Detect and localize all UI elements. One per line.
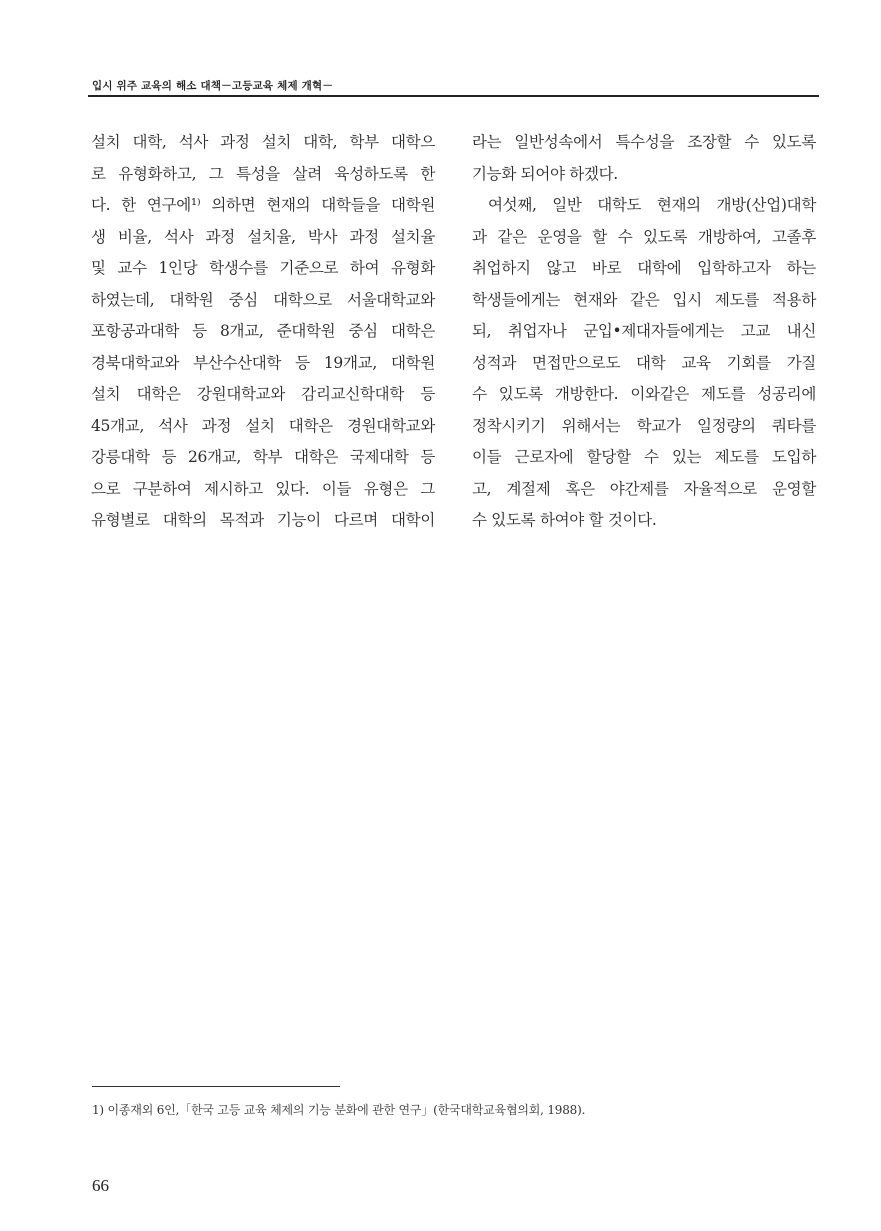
- footnote: 1) 이종재외 6인,「한국 고등 교육 체제의 기능 분화에 관한 연구」(한국대학교육협의회, 1988).: [92, 1103, 586, 1117]
- body-line: 과 같은 운영을 할 수 있도록 개방하여, 고졸후: [472, 227, 816, 246]
- body-line: 라는 일반성속에서 특수성을 조장할 수 있도록: [472, 133, 816, 151]
- body-line: 되, 취업자나 군입•제대자들에게는 고교 내신: [472, 322, 816, 340]
- page-number: 66: [92, 1176, 109, 1195]
- body-line: 취업하지 않고 바로 대학에 입학하고자 하는: [472, 259, 816, 277]
- body-line: 정착시키기 위해서는 학교가 일정량의 쿼타를: [472, 416, 816, 435]
- body-line: 로 유형화하고, 그 특성을 살려 육성하도록 한: [91, 164, 435, 183]
- footnote-rule: [92, 1086, 340, 1087]
- body-line: 고, 계절제 혹은 야간제를 자율적으로 운영할: [472, 479, 816, 498]
- body-line: 강릉대학 등 26개교, 학부 대학은 국제대학 등: [91, 448, 435, 466]
- body-line: 하였는데, 대학원 중심 대학으로 서울대학교와: [91, 290, 435, 309]
- body-line: 성적과 면접만으로도 대학 교육 기회를 가질: [472, 353, 816, 372]
- body-line: 생 비율, 석사 과정 설치율, 박사 과정 설치율: [91, 227, 435, 246]
- right-column: [472, 127, 816, 537]
- paragraph-end-line: 수 있도록 하여야 할 것이다.: [472, 511, 657, 529]
- left-column: [91, 127, 435, 537]
- body-line: 경북대학교와 부산수산대학 등 19개교, 대학원: [91, 353, 435, 372]
- body-line: 45개교, 석사 과정 설치 대학은 경원대학교와: [91, 416, 435, 435]
- body-line: 학생들에게는 현재와 같은 입시 제도를 적용하: [472, 290, 816, 309]
- running-header: 입시 위주 교육의 해소 대책－고등교육 체제 개혁－: [92, 80, 334, 92]
- body-line: 및 교수 1인당 학생수를 기준으로 하여 유형화: [91, 259, 435, 277]
- paragraph-start-line: 여섯째, 일반 대학도 현재의 개방(산업)대학: [488, 196, 816, 214]
- body-line: 다. 한 연구에¹⁾ 의하면 현재의 대학들을 대학원: [91, 196, 435, 214]
- body-line: 유형별로 대학의 목적과 기능이 다르며 대학이: [91, 511, 435, 529]
- body-line: 포항공과대학 등 8개교, 준대학원 중심 대학은: [91, 322, 435, 340]
- body-line: 설치 대학은 강원대학교와 감리교신학대학 등: [91, 385, 435, 403]
- body-line: 수 있도록 개방한다. 이와같은 제도를 성공리에: [472, 385, 816, 403]
- body-line: 으로 구분하여 제시하고 있다. 이들 유형은 그: [91, 479, 435, 498]
- paragraph-end-line: 기능화 되어야 하겠다.: [472, 164, 618, 183]
- body-line: 이들 근로자에 할당할 수 있는 제도를 도입하: [472, 448, 816, 466]
- header-rule: [88, 95, 819, 97]
- body-line: 설치 대학, 석사 과정 설치 대학, 학부 대학으: [91, 133, 435, 151]
